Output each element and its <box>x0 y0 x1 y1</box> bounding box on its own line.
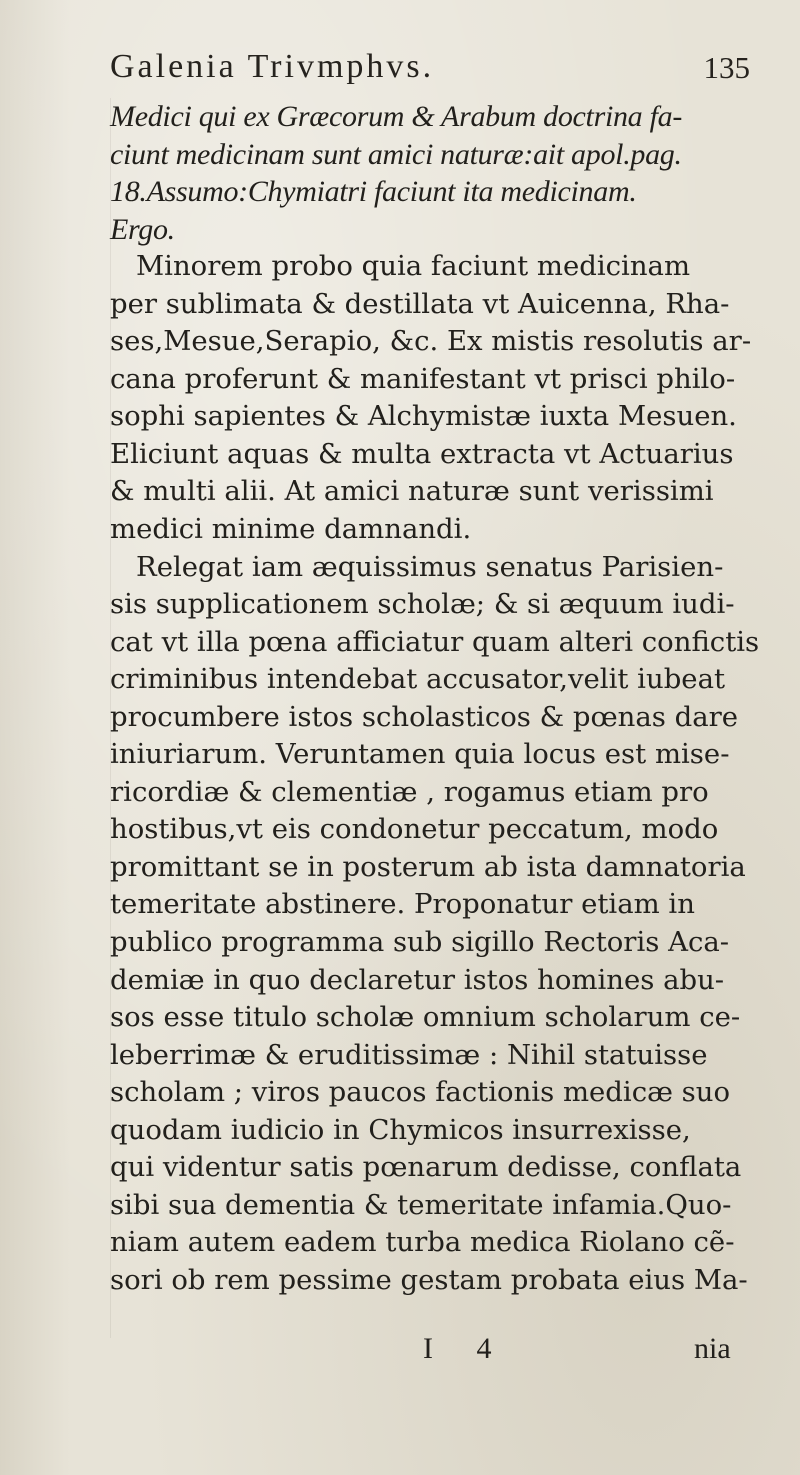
text-line: cat vt illa pœna afficiatur quam alteri confictis <box>110 625 760 658</box>
text-line: Ergo. <box>110 212 175 246</box>
text-line: cana proferunt & manifestant vt prisci philo- <box>110 362 736 395</box>
text-line: procumbere istos scholasticos & pœnas dare <box>110 700 739 733</box>
text-line: Eliciunt aquas & multa extracta vt Actuarius <box>110 437 734 470</box>
text-line: niam autem eadem turba medica Riolano cẽ- <box>110 1226 735 1259</box>
text-line: promittant se in posterum ab ista damnatoria <box>110 850 746 883</box>
text-line: sori ob rem pessime gestam probata eius Ma- <box>110 1263 748 1296</box>
text-line: qui videntur satis pœnarum dedisse, conflata <box>110 1151 742 1184</box>
text-line: sophi sapientes & Alchymistæ iuxta Mesuen. <box>110 400 737 433</box>
text-line: criminibus intendebat accusator,velit iubeat <box>110 663 726 696</box>
text-line: ciunt medicinam sunt amici naturæ:ait apol.pag. <box>110 137 682 171</box>
signature-mark: I 4 <box>423 1332 510 1365</box>
text-line: iniuriarum. Veruntamen quia locus est mise- <box>110 738 730 771</box>
text-line: scholam ; viros paucos factionis medicæ suo <box>110 1076 731 1109</box>
text-line: medici minime damnandi. <box>110 513 472 546</box>
body-text <box>110 98 770 1300</box>
text-line: Relegat iam æquissimus senatus Parisien- <box>136 550 724 583</box>
text-line: sos esse titulo scholæ omnium scholarum ce- <box>110 1001 741 1034</box>
text-line: sibi sua dementia & temeritate infamia.Quo- <box>110 1188 732 1221</box>
text-line: Minorem probo quia faciunt medicinam <box>136 250 691 283</box>
text-line: ses,Mesue,Serapio, &c. Ex mistis resolutis ar- <box>110 325 752 358</box>
text-line: demiæ in quo declaretur istos homines abu- <box>110 963 725 996</box>
text-line: quodam iudicio in Chymicos insurrexisse, <box>110 1113 691 1146</box>
text-line: & multi alii. At amici naturæ sunt verissimi <box>110 475 714 508</box>
text-line: per sublimata & destillata vt Auicenna, Rha- <box>110 287 730 320</box>
text-line: sis supplicationem scholæ; & si æquum iudi- <box>110 588 735 621</box>
running-title: Galenia Trivmphvs. <box>110 48 435 85</box>
text-line: ricordiæ & clementiæ , rogamus etiam pro <box>110 775 709 808</box>
text-line: temeritate abstinere. Proponatur etiam in <box>110 888 695 921</box>
page-header <box>110 48 750 88</box>
text-line: 18.Assumo:Chymiatri faciunt ita medicinam. <box>110 175 637 209</box>
text-line: leberrimæ & eruditissimæ : Nihil statuisse <box>110 1038 708 1071</box>
text-line: Medici qui ex Græcorum & Arabum doctrina fa- <box>110 100 683 133</box>
catchword: nia <box>694 1332 731 1365</box>
page-number: 135 <box>703 50 750 85</box>
text-line: publico programma sub sigillo Rectoris Aca- <box>110 926 730 959</box>
text-line: hostibus,vt eis condonetur peccatum, modo <box>110 813 719 846</box>
